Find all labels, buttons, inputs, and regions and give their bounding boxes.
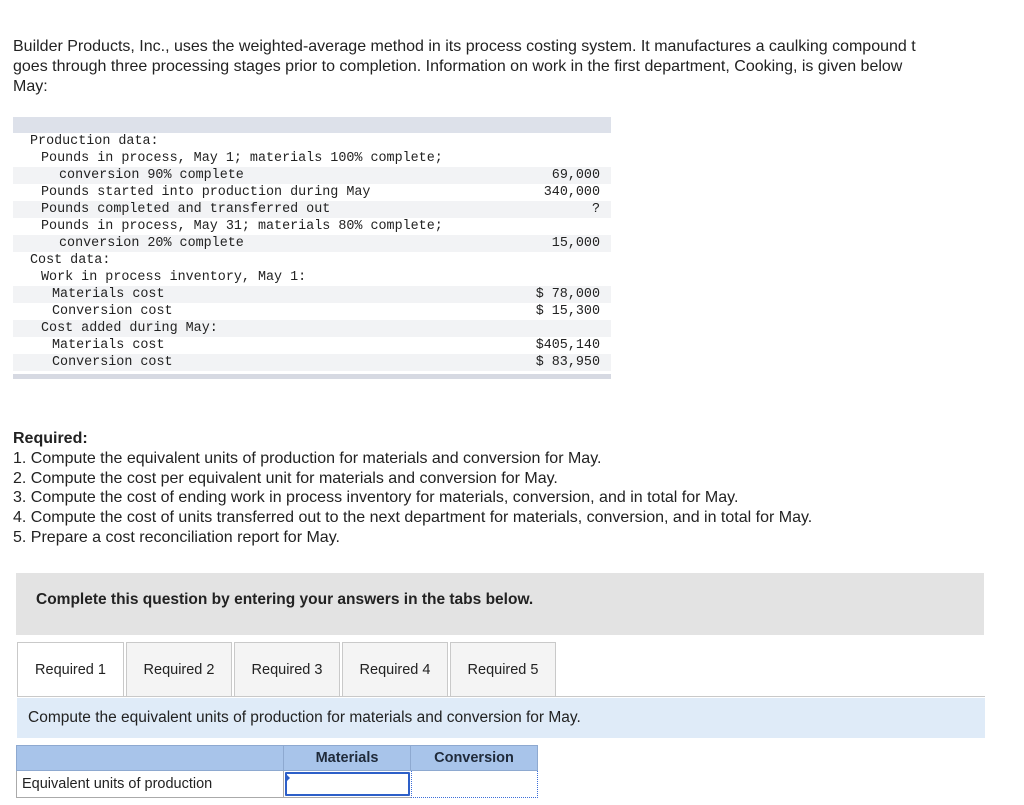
row-label: Pounds started into production during May [41, 185, 371, 200]
table-row [13, 269, 611, 286]
row-label: Materials cost [52, 338, 165, 353]
intro-line-3: May: [13, 78, 48, 95]
production-rows [13, 133, 611, 371]
table-row [13, 252, 611, 269]
row-value: 15,000 [551, 236, 600, 251]
materials-input[interactable] [285, 772, 410, 796]
tab-required-2[interactable]: Required 2 [126, 642, 232, 697]
intro-line-1: Builder Products, Inc., uses the weighted-average method in its process costing system. It manufactures a caulking compound t [13, 38, 916, 55]
row-label: Materials cost [52, 287, 165, 302]
input-marker-icon [285, 773, 290, 783]
row-label: Equivalent units of production [16, 771, 284, 798]
row-label: Production data: [30, 134, 159, 149]
table-row [13, 218, 611, 235]
header-blank-cell [16, 745, 284, 771]
question-text: Compute the equivalent units of production for materials and conversion for May. [28, 709, 581, 726]
row-value: 340,000 [543, 185, 600, 200]
header-conversion: Conversion [411, 745, 538, 771]
row-value: $ 83,950 [535, 355, 600, 370]
row-value: ? [591, 202, 600, 217]
row-label: conversion 20% complete [59, 236, 244, 251]
row-label: Conversion cost [52, 304, 173, 319]
required-section [13, 429, 812, 548]
table-row [13, 150, 611, 167]
row-value: $405,140 [535, 338, 600, 353]
table-row [13, 286, 611, 303]
tab-divider [17, 696, 985, 697]
table-row [13, 201, 611, 218]
required-title: Required: [13, 430, 88, 447]
conversion-cell[interactable] [411, 771, 538, 798]
problem-intro [13, 37, 1024, 97]
tab-required-3[interactable]: Required 3 [234, 642, 340, 697]
tab-bar [17, 642, 558, 697]
row-label: Pounds in process, May 31; materials 80% complete; [41, 219, 443, 234]
row-label: conversion 90% complete [59, 168, 244, 183]
table-row [13, 320, 611, 337]
table-row [13, 303, 611, 320]
table-row [16, 771, 538, 798]
answer-table [16, 745, 538, 798]
instructions-box [16, 573, 984, 635]
table-row [13, 133, 611, 150]
materials-input-wrap [285, 772, 410, 796]
row-label: Cost added during May: [41, 321, 218, 336]
instructions-text: Complete this question by entering your answers in the tabs below. [36, 591, 534, 608]
question-banner [17, 698, 985, 738]
required-item: 2. Compute the cost per equivalent unit for materials and conversion for May. [13, 469, 558, 487]
row-value: $ 78,000 [535, 287, 600, 302]
row-label: Work in process inventory, May 1: [41, 270, 307, 285]
table-footer-bar [13, 374, 611, 379]
required-item: 1. Compute the equivalent units of production for materials and conversion for May. [13, 449, 602, 467]
row-label: Conversion cost [52, 355, 173, 370]
required-item: 3. Compute the cost of ending work in process inventory for materials, conversion, and in total for May. [13, 489, 739, 507]
required-item: 5. Prepare a cost reconciliation report for May. [13, 528, 340, 546]
table-row [13, 184, 611, 201]
tab-required-4[interactable]: Required 4 [342, 642, 448, 697]
production-data-table [13, 117, 611, 379]
table-row [13, 354, 611, 371]
materials-cell [284, 771, 411, 798]
row-label: Pounds completed and transferred out [41, 202, 331, 217]
table-header-bar [13, 117, 611, 133]
tab-required-1[interactable]: Required 1 [17, 642, 124, 697]
table-row [13, 167, 611, 184]
row-label: Pounds in process, May 1; materials 100% complete; [41, 151, 443, 166]
intro-line-2: goes through three processing stages prior to completion. Information on work in the first department, Cooking, is given below [13, 58, 903, 75]
row-value: $ 15,300 [535, 304, 600, 319]
required-item: 4. Compute the cost of units transferred out to the next department for materials, conversion, and in total for May. [13, 509, 813, 527]
tab-required-5[interactable]: Required 5 [450, 642, 556, 697]
header-materials: Materials [284, 745, 411, 771]
row-value: 69,000 [551, 168, 600, 183]
table-row [13, 235, 611, 252]
row-label: Cost data: [30, 253, 111, 268]
table-row [13, 337, 611, 354]
answer-table-header [16, 745, 538, 771]
